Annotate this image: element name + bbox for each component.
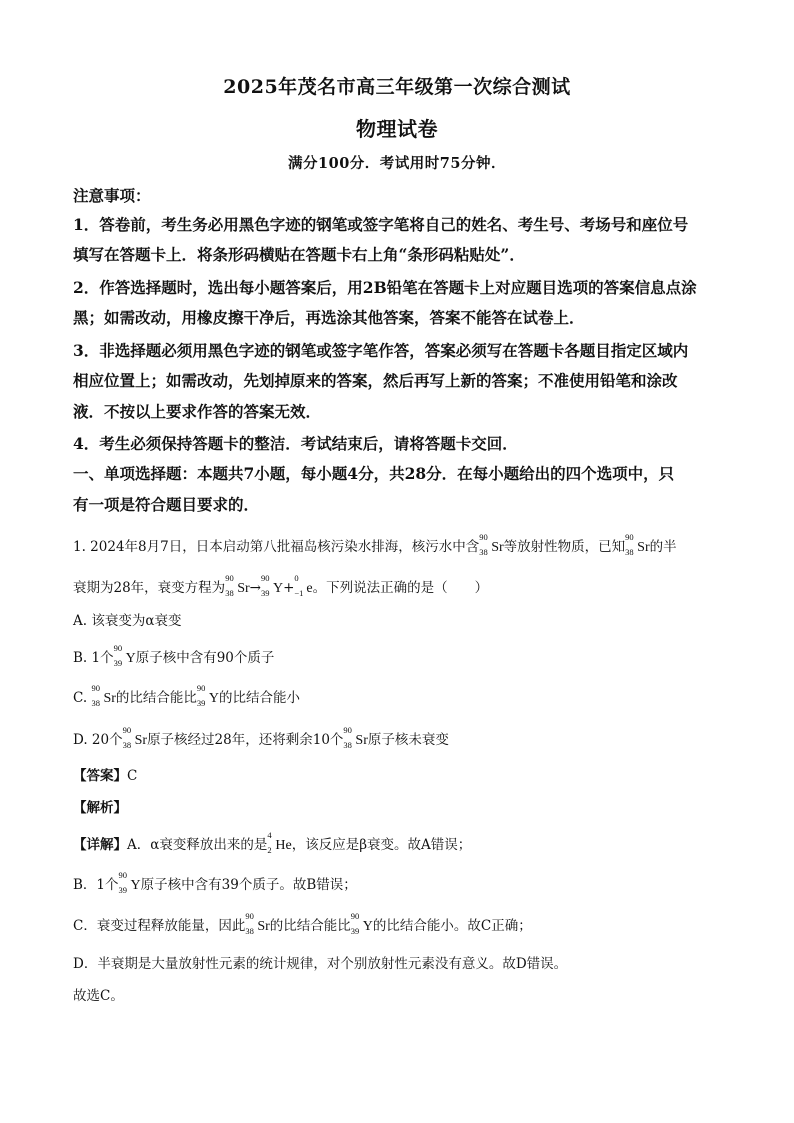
arrow-icon: → (249, 580, 261, 596)
exam-subject: 物理试卷 (356, 117, 438, 141)
analysis-label: 【解析】 (73, 800, 127, 816)
answer-line (73, 764, 733, 784)
notice-line: 相应位置上；如需改动，先划掉原来的答案，然后再写上新的答案；不准使用铅笔和涂改 (73, 371, 678, 390)
section-heading: 一、单项选择题：本题共7小题，每小题4分，共28分．在每小题给出的四个选项中，只 (73, 464, 675, 483)
stem-text: 。下列说法正确的是（ ） (312, 580, 489, 596)
detail-b: B．1个 90 39 Y原子核中含有39个质子。故B错误； (73, 870, 357, 895)
option-c: C. 90 38 Sr的比结合能比 90 39 Y的比结合能小 (73, 683, 301, 708)
decay-equation: 90 38 Sr→ 90 39 Y+ 0 −1 e (225, 573, 313, 598)
notice-line: 填写在答题卡上．将条形码横贴在答题卡右上角“条形码粘贴处”． (73, 245, 525, 264)
stem-text: 1. 2024年8月7日，日本启动第八批福岛核污染水排海，核污水中含 (73, 539, 480, 555)
notice-line: 黑；如需改动，用橡皮擦干净后，再选涂其他答案，答案不能答在试卷上． (73, 308, 585, 327)
notice-line: 4．考生必须保持答题卡的整洁．考试结束后，请将答题卡交回． (73, 434, 518, 453)
nuclide-sr: 90 38 Sr (479, 532, 504, 557)
stem-text: 衰期为28年，衰变方程为 (73, 580, 226, 596)
notice-line: 液．不按以上要求作答的答案无效． (73, 402, 322, 421)
notice-line: 2．作答选择题时，选出每小题答案后，用2B铅笔在答题卡上对应题目选项的答案信息点涂 (73, 278, 697, 297)
detail-label: 【详解】 (73, 837, 127, 853)
exam-title: 2025年茂名市高三年级第一次综合测试 (223, 76, 571, 98)
stem-text: 的半 (649, 539, 677, 555)
score-time-line: 满分100分．考试用时75分钟． (288, 155, 506, 172)
option-b: B. 1个 90 39 Y原子核中含有90个质子 (73, 643, 275, 668)
option-d: D. 20个 90 38 Sr原子核经过28年，还将剩余10个 90 38 Sr原子核未衰变 (73, 725, 449, 750)
stem-text: 等放射性物质，已知 (503, 539, 626, 555)
detail-a: 【详解】A．α衰变释放出来的是 4 2 He，该反应是β衰变。故A错误； (73, 830, 472, 855)
option-a: A. 该衰变为α衰变 (73, 613, 182, 629)
detail-d: D．半衰期是大量放射性元素的统计规律，对个别放射性元素没有意义。故D错误。 (73, 956, 568, 972)
nuclide-sr: 90 38 Sr (625, 532, 650, 557)
notice-line: 3．非选择题必须用黑色字迹的钢笔或签字笔作答，答案必须写在答题卡各题目指定区域内 (73, 341, 689, 360)
conclusion: 故选C。 (73, 988, 124, 1004)
question-stem-line (73, 532, 733, 557)
answer-value: C (127, 768, 138, 784)
answer-label: 【答案】 (73, 768, 127, 784)
detail-c: C．衰变过程释放能量，因此 90 38 Sr的比结合能比 90 39 Y的比结合能小。故C正确； (73, 911, 532, 936)
notice-heading: 注意事项： (73, 186, 151, 205)
section-heading-cont: 有一项是符合题目要求的． (73, 495, 260, 514)
question-stem-line (73, 573, 733, 598)
notice-line: 1．答卷前，考生务必用黑色字迹的钢笔或签字笔将自己的姓名、考生号、考场号和座位号 (73, 215, 689, 234)
analysis-line (73, 796, 733, 816)
